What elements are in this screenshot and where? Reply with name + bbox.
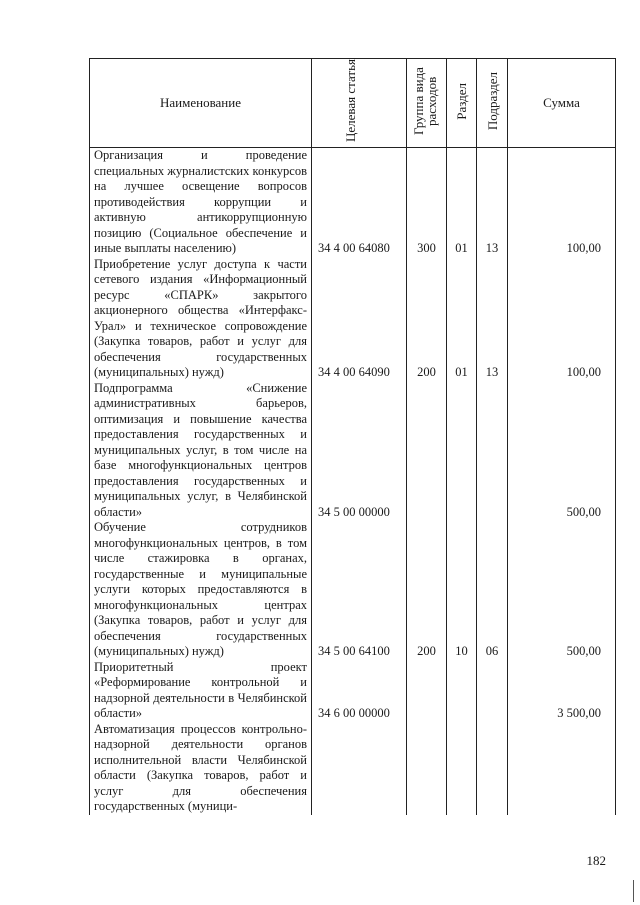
row-target-article — [312, 722, 407, 815]
row-name: Автоматизация процессов контрольно-надзорной деятельности органов исполнительной власти Челябинской области (Закупка товаров, работ и услуг для обеспечения государственных (муници- — [90, 722, 312, 815]
row-section: 01 — [447, 148, 477, 257]
table-header-row — [90, 59, 616, 148]
row-section — [447, 660, 477, 722]
row-name: Организация и проведение специальных журналистских конкурсов на лучшее освещение вопросов противодействия коррупции и активную антикоррупционную позицию (Социальное обеспечение и иные выплаты населению) — [90, 148, 312, 257]
header-subsection: Подраздел — [477, 59, 508, 148]
row-section: 01 — [447, 257, 477, 381]
header-target-article: Целевая статья — [312, 59, 407, 148]
row-amount: 500,00 — [508, 520, 616, 660]
table-row — [90, 722, 616, 815]
row-expense-group — [407, 381, 447, 521]
header-amount: Сумма — [508, 59, 616, 148]
row-name: Подпрограмма «Снижение административных барьеров, оптимизация и повышение качества предоставления государственных и муниципальных услуг, в том числе на базе многофункциональных центров предоставления государственных и муниципальных услуг, в Челябинской области» — [90, 381, 312, 521]
row-target-article: 34 4 00 64090 — [312, 257, 407, 381]
row-section — [447, 722, 477, 815]
row-expense-group — [407, 722, 447, 815]
row-target-article: 34 6 00 00000 — [312, 660, 407, 722]
row-target-article: 34 4 00 64080 — [312, 148, 407, 257]
header-name: Наименование — [90, 59, 312, 148]
row-section — [447, 381, 477, 521]
row-expense-group: 200 — [407, 257, 447, 381]
row-target-article: 34 5 00 64100 — [312, 520, 407, 660]
table-row — [90, 660, 616, 722]
row-subsection: 06 — [477, 520, 508, 660]
row-subsection — [477, 381, 508, 521]
table-row — [90, 148, 616, 257]
row-section: 10 — [447, 520, 477, 660]
row-expense-group: 200 — [407, 520, 447, 660]
table-row — [90, 381, 616, 521]
row-expense-group: 300 — [407, 148, 447, 257]
page-edge-mark — [633, 880, 634, 902]
row-amount: 100,00 — [508, 257, 616, 381]
page-number: 182 — [586, 853, 606, 868]
row-amount: 100,00 — [508, 148, 616, 257]
header-expense-group: Группа вида расходов — [407, 59, 447, 148]
row-expense-group — [407, 660, 447, 722]
header-section: Раздел — [447, 59, 477, 148]
row-target-article: 34 5 00 00000 — [312, 381, 407, 521]
budget-table — [89, 58, 616, 815]
row-amount — [508, 722, 616, 815]
row-subsection: 13 — [477, 257, 508, 381]
row-name: Обучение сотрудников многофункциональных центров, в том числе стажировка в органах, государственные и муниципальные услуги которых предоставляются в многофункциональных центрах (Закупка товаров, работ и услуг для обеспечения государственных (муниципальных) нужд) — [90, 520, 312, 660]
row-name: Приобретение услуг доступа к части сетевого издания «Информационный ресурс «СПАРК» закрытого акционерного общества «Интерфакс-Урал» и техническое сопровождение (Закупка товаров, работ и услуг для обеспечения государственных (муниципальных) нужд) — [90, 257, 312, 381]
table-row — [90, 257, 616, 381]
table-row — [90, 520, 616, 660]
row-name: Приоритетный проект «Реформирование контрольной и надзорной деятельности в Челябинской области» — [90, 660, 312, 722]
row-subsection — [477, 722, 508, 815]
row-subsection — [477, 660, 508, 722]
row-subsection: 13 — [477, 148, 508, 257]
row-amount: 500,00 — [508, 381, 616, 521]
row-amount: 3 500,00 — [508, 660, 616, 722]
